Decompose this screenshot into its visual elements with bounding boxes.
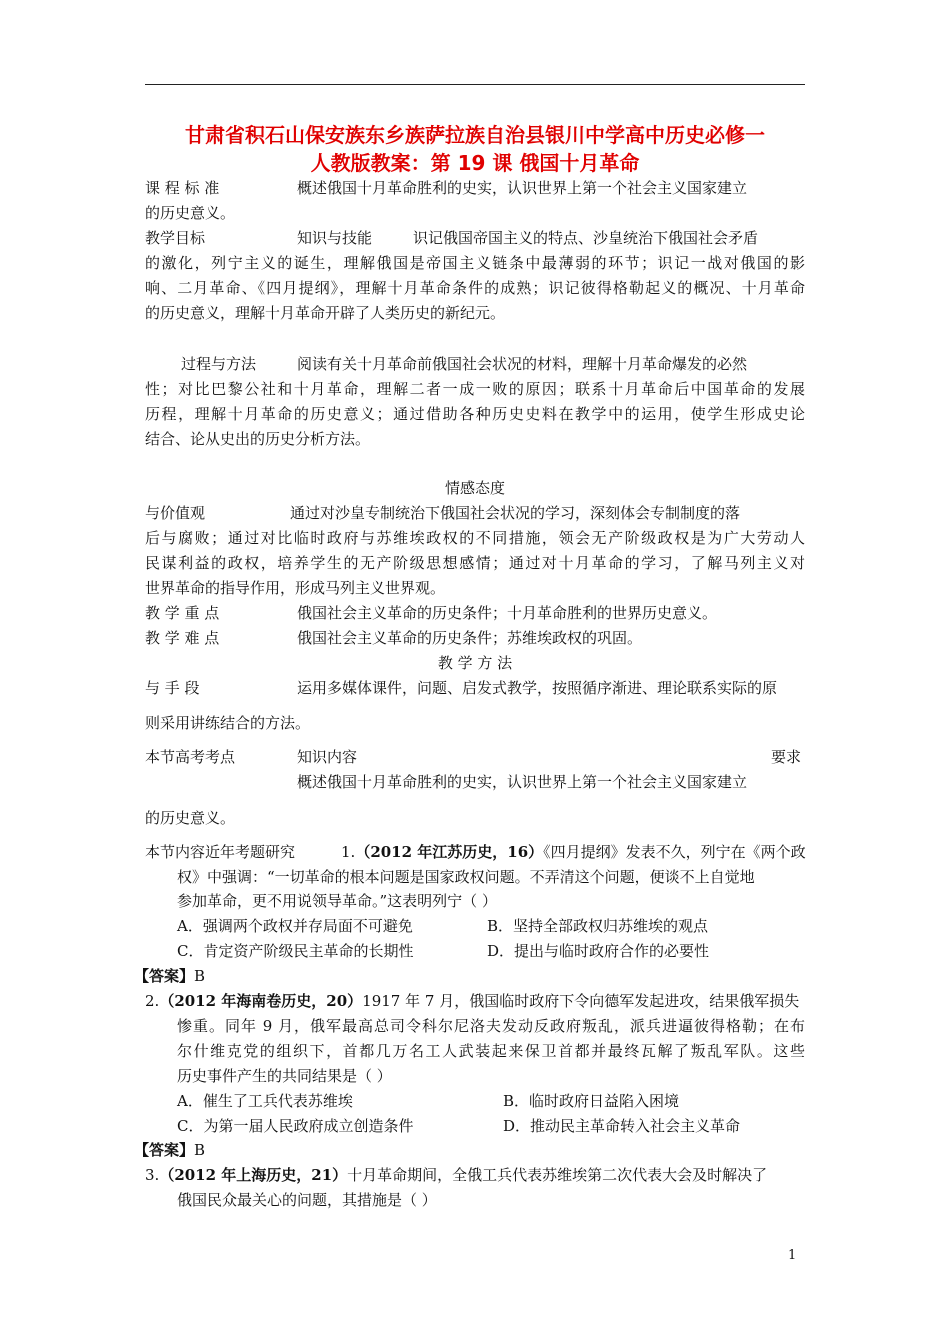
question-3-number: 3. [145, 1166, 160, 1184]
answer-label: 【答案】 [134, 967, 195, 985]
process-method [145, 354, 805, 374]
question-2-option-d: D．推动民主革命转入社会主义革命 [503, 1117, 741, 1135]
exam-points-text: 概述俄国十月革命胜利的史实，认识世界上第一个社会主义国家建立 [297, 773, 748, 791]
answer-value: B [194, 1141, 206, 1159]
emotion-values-label: 与价值观 [145, 504, 206, 522]
exam-points-label: 本节高考考点 [145, 748, 236, 766]
emotion-values-line-3: 民谋利益的政权，培养学生的无产阶级思想感情；通过对十月革命的学习，了解马列主义对 [145, 554, 805, 572]
question-2-option-a: A．催生了工兵代表苏维埃 [177, 1092, 353, 1110]
process-method-text: 阅读有关十月革命前俄国社会状况的材料，理解十月革命爆发的必然 [297, 355, 748, 373]
teaching-focus [145, 603, 805, 623]
page-number: 1 [788, 1248, 797, 1263]
question-1-stem-line-2: 权》中强调：“一切革命的根本问题是国家政权问题。不弄清这个问题，便谈不上自觉地 [177, 868, 755, 886]
knowledge-skill-text: 识记俄国帝国主义的特点、沙皇统治下俄国社会矛盾 [413, 229, 759, 247]
question-2 [145, 991, 805, 1011]
question-2-stem-line-3: 尔什维克党的组织下，首都几万名工人武装起来保卫首都并最终瓦解了叛乱军队。这些 [177, 1042, 805, 1060]
question-3-stem-line-2: 俄国民众最关心的问题，其措施是（ ） [177, 1191, 437, 1209]
curriculum-standard-text: 概述俄国十月革命胜利的史实，认识世界上第一个社会主义国家建立 [297, 179, 748, 197]
question-1-stem: 《四月提纲》发表不久，列宁在《两个政 [543, 843, 806, 861]
exam-points-col-knowledge: 知识内容 [297, 748, 358, 766]
process-method-line-2: 性；对比巴黎公社和十月革命，理解二者一成一败的原因；联系十月革命后中国革命的发展 [145, 380, 805, 398]
answer-label: 【答案】 [134, 1141, 195, 1159]
question-3-source: （2012 年上海历史，21） [159, 1166, 348, 1184]
emotion-values-line-2: 后与腐败；通过对比临时政府与苏维埃政权的不同措施，领会无产阶级政权是为广大劳动人 [145, 529, 805, 547]
question-1-answer [134, 966, 794, 986]
question-1-options-ab [177, 916, 805, 936]
curriculum-standard [145, 178, 805, 198]
exam-points-content-line-2: 的历史意义。 [145, 809, 236, 827]
emotion-values-text: 通过对沙皇专制统治下俄国社会状况的学习，深刻体会专制制度的落 [290, 504, 741, 522]
knowledge-skill-line-3: 响、二月革命、《四月提纲》，理解十月革命条件的成熟；识记彼得格勒起义的概况、十月革命 [145, 279, 805, 297]
teaching-focus-label: 教 学 重 点 [145, 604, 220, 622]
question-1-options-cd [177, 941, 805, 961]
question-1 [145, 842, 805, 862]
teaching-method-line-2: 则采用讲练结合的方法。 [145, 714, 311, 732]
teaching-method-label: 与 手 段 [145, 679, 200, 697]
knowledge-skill-label: 知识与技能 [297, 229, 373, 247]
teaching-goals-label: 教学目标 [145, 229, 206, 247]
question-1-option-b: B．坚持全部政权归苏维埃的观点 [487, 917, 709, 935]
document-title-line-2: 人教版教案：第 19 课 俄国十月革命 [310, 151, 640, 175]
knowledge-skill-line-2: 的激化，列宁主义的诞生，理解俄国是帝国主义链条中最薄弱的环节；识记一战对俄国的影 [145, 254, 805, 272]
question-2-stem-line-2: 惨重。同年 9 月，俄军最高总司令科尔尼洛夫发动反政府叛乱，派兵进逼彼得格勒；在布 [177, 1017, 805, 1035]
method-heading: 教 学 方 法 [437, 654, 513, 672]
question-2-option-c: C．为第一届人民政府成立创造条件 [177, 1117, 414, 1135]
teaching-method-text: 运用多媒体课件，问题、启发式教学，按照循序渐进、理论联系实际的原 [297, 679, 778, 697]
teaching-difficulty [145, 628, 805, 648]
process-method-label: 过程与方法 [181, 355, 257, 373]
teaching-method [145, 678, 805, 698]
question-1-number: 1. [341, 843, 356, 861]
curriculum-standard-cont: 的历史意义。 [145, 204, 236, 222]
question-3 [145, 1165, 805, 1185]
exam-research-label: 本节内容近年考题研究 [145, 843, 296, 861]
emotion-values-line-4: 世界革命的指导作用，形成马列主义世界观。 [145, 579, 446, 597]
header-rule [145, 84, 805, 85]
document-title-line-1: 甘肃省积石山保安族东乡族萨拉族自治县银川中学高中历史必修一 [185, 123, 765, 147]
question-2-options-ab [177, 1091, 805, 1111]
question-2-answer [134, 1140, 794, 1160]
question-1-option-c: C．肯定资产阶级民主革命的长期性 [177, 942, 414, 960]
teaching-goals [145, 228, 805, 248]
curriculum-standard-label: 课 程 标 准 [145, 179, 220, 197]
exam-points-content [145, 772, 805, 792]
question-2-number: 2. [145, 992, 160, 1010]
exam-points-header [145, 747, 805, 767]
question-3-stem: 十月革命期间，全俄工兵代表苏维埃第二次代表大会及时解决了 [347, 1166, 768, 1184]
question-1-option-a: A．强调两个政权并存局面不可避免 [177, 917, 413, 935]
teaching-difficulty-label: 教 学 难 点 [145, 629, 220, 647]
question-2-options-cd [177, 1116, 805, 1136]
emotion-values [145, 503, 805, 523]
question-1-source: （2012 年江苏历史，16） [355, 843, 544, 861]
teaching-focus-text: 俄国社会主义革命的历史条件；十月革命胜利的世界历史意义。 [297, 604, 718, 622]
question-2-stem: 1917 年 7 月，俄国临时政府下令向德军发起进攻，结果俄军损失 [362, 992, 800, 1010]
question-2-option-b: B．临时政府日益陷入困境 [503, 1092, 680, 1110]
process-method-line-3: 历程，理解十月革命的历史意义；通过借助各种历史史料在教学中的运用，使学生形成史论 [145, 405, 805, 423]
exam-points-col-requirement: 要求 [770, 748, 801, 766]
emotion-heading: 情感态度 [444, 479, 505, 497]
process-method-line-4: 结合、论从史出的历史分析方法。 [145, 430, 371, 448]
answer-value: B [194, 967, 206, 985]
question-2-source: （2012 年海南卷历史，20） [159, 992, 363, 1010]
question-1-option-d: D．提出与临时政府合作的必要性 [487, 942, 710, 960]
teaching-difficulty-text: 俄国社会主义革命的历史条件；苏维埃政权的巩固。 [297, 629, 643, 647]
knowledge-skill-line-4: 的历史意义，理解十月革命开辟了人类历史的新纪元。 [145, 304, 506, 322]
question-2-stem-line-4: 历史事件产生的共同结果是（ ） [177, 1067, 392, 1085]
question-1-stem-line-3: 参加革命，更不用说领导革命。”这表明列宁（ ） [177, 892, 497, 910]
